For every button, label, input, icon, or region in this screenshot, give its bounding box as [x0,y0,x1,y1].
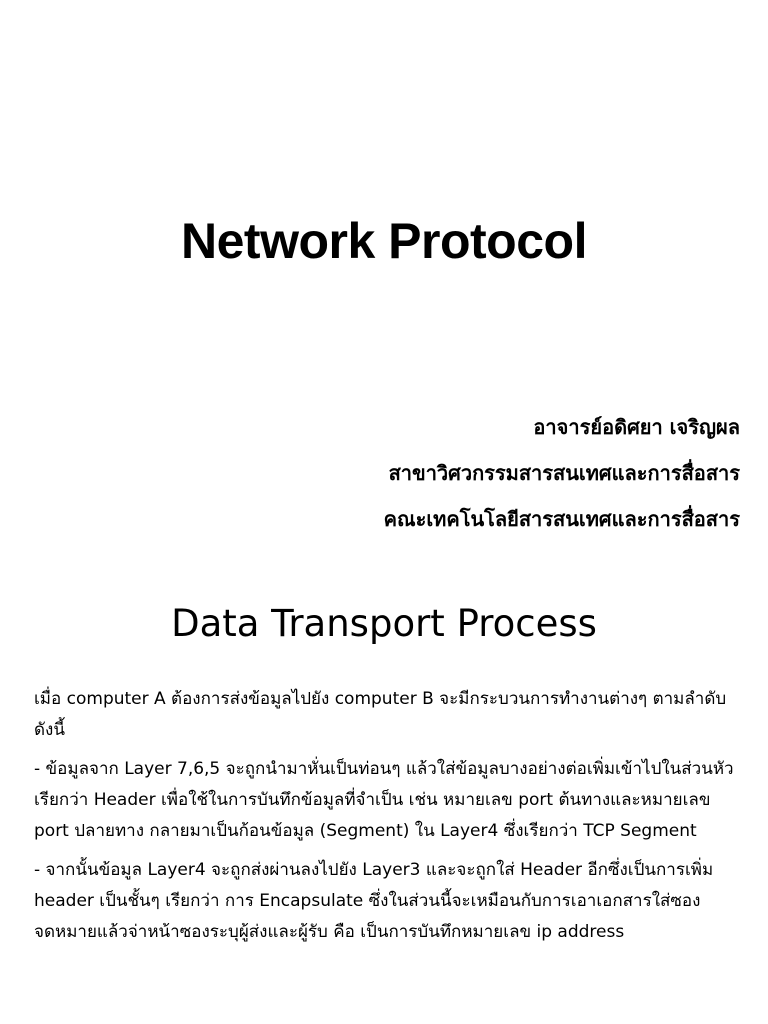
body-paragraph-1: เมื่อ computer A ต้องการส่งข้อมูลไปยัง computer B จะมีกระบวนการทำงานต่างๆ ตามลำดับดังนี้ [34,689,727,740]
author-name: อาจารย์อดิศยา เจริญผล [533,415,740,439]
body-paragraph-2: - ข้อมูลจาก Layer 7,6,5 จะถูกนำมาหั่นเป็นท่อนๆ แล้วใส่ข้อมูลบางอย่างต่อเพิ่มเข้าไปในส่วนหัว เรียกว่า Header เพื่อใช้ในการบันทึกข้อมูลที่จำเป็น เช่น หมายเลข port ต้นทางและหมายเลข port ปลายทาง กลายมาเป็นก้อนข้อมูล (Segment) ใน Layer4 ซึ่งเรียกว่า TCP Segment [34,759,734,841]
body-paragraph-3: - จากนั้นข้อมูล Layer4 จะถูกส่งผ่านลงไปยัง Layer3 และจะถูกใส่ Header อีกซึ่งเป็นการเพิ่ม header เป็นชั้นๆ เรียกว่า การ Encapsulate ซึ่งในส่วนนี้จะเหมือนกับการเอาเอกสารใส่ซองจดหมายแล้วจ่าหน้าซองระบุผู้ส่งและผู้รับ คือ เป็นการบันทึกหมายเลข ip address [34,860,714,942]
author-department: สาขาวิศวกรรมสารสนเทศและการสื่อสาร [388,461,740,485]
content-slide [0,578,768,1024]
author-faculty: คณะเทคโนโลยีสารสนเทศและการสื่อสาร [383,507,740,531]
slide-body [34,684,750,956]
slide-title: Network Protocol [181,213,587,269]
author-info [384,404,740,542]
section-title: Data Transport Process [171,602,597,645]
